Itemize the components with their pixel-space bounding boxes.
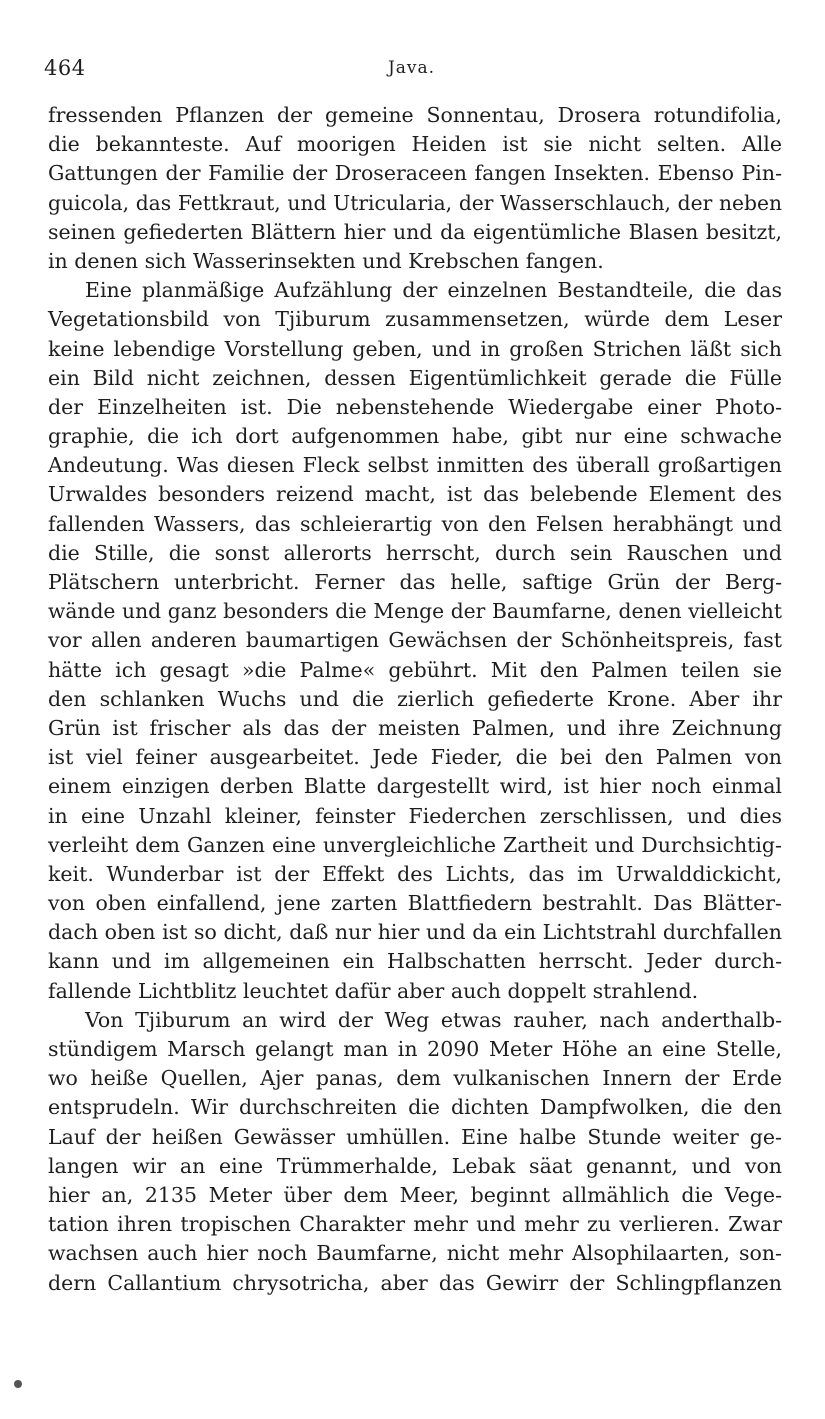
text-line: die Stille, die sonst allerorts herrscht, durch sein Rauschen und xyxy=(48,540,782,565)
text-line: in denen sich Wasserinsekten und Krebschen fangen. xyxy=(48,248,604,273)
text-line: fressenden Pflanzen der gemeine Sonnentau, Drosera rotundifolia, xyxy=(48,103,782,127)
text-line: Grün ist frischer als das der meisten Palmen, und ihre Zeichnung xyxy=(48,715,782,740)
text-line: Lauf der heißen Gewässer umhüllen. Eine halbe Stunde weiter ge- xyxy=(48,1124,782,1149)
text-line: fallende Lichtblitz leuchtet dafür aber auch doppelt strahlend. xyxy=(48,978,699,1003)
text-line: hier an, 2135 Meter über dem Meer, beginnt allmählich die Vege- xyxy=(48,1182,782,1207)
text-line: dern Callantium chrysotricha, aber das Gewirr der Schlingpflanzen xyxy=(48,1270,782,1295)
text-line: Vegetationsbild von Tjiburum zusammensetzen, würde dem Leser xyxy=(48,307,782,332)
running-head: Java. xyxy=(387,58,436,78)
text-line: langen wir an eine Trümmerhalde, Lebak säat genannt, und von xyxy=(48,1153,782,1178)
text-line: keit. Wunderbar ist der Effekt des Lichts, das im Urwalddickicht, xyxy=(48,861,782,886)
text-line: den schlanken Wuchs und die zierlich gefiederte Krone. Aber ihr xyxy=(48,686,782,711)
text-line: fallenden Wassers, das schleierartig von den Felsen herabhängt und xyxy=(48,511,782,536)
text-line: wo heiße Quellen, Ajer panas, dem vulkanischen Innern der Erde xyxy=(48,1066,782,1091)
text-line: ist viel feiner ausgearbeitet. Jede Fieder, die bei den Palmen von xyxy=(48,745,782,770)
text-line: Eine planmäßige Aufzählung der einzelnen Bestandteile, die das xyxy=(85,278,782,303)
text-line: vor allen anderen baumartigen Gewächsen der Schönheitspreis, fast xyxy=(48,628,782,653)
text-line: dach oben ist so dicht, daß nur hier und da ein Lichtstrahl durchfallen xyxy=(48,920,782,945)
text-line: verleiht dem Ganzen eine unvergleichliche Zartheit und Durchsichtig- xyxy=(48,832,782,857)
text-line: stündigem Marsch gelangt man in 2090 Meter Höhe an eine Stelle, xyxy=(48,1037,782,1061)
text-line: von oben einfallend, jene zarten Blattfiedern bestrahlt. Das Blätter- xyxy=(48,891,782,916)
text-line: wachsen auch hier noch Baumfarne, nicht mehr Alsophilaarten, son- xyxy=(48,1241,782,1266)
text-line: der Einzelheiten ist. Die nebenstehende Wiedergabe einer Photo- xyxy=(48,394,782,419)
text-line: in eine Unzahl kleiner, feinster Fiederchen zerschlissen, und dies xyxy=(48,803,782,828)
text-line: wände und ganz besonders die Menge der Baumfarne, denen vielleicht xyxy=(48,599,782,624)
text-line: hätte ich gesagt »die Palme« gebührt. Mit den Palmen teilen sie xyxy=(48,657,782,682)
text-line: keine lebendige Vorstellung geben, und in großen Strichen läßt sich xyxy=(48,336,782,361)
text-line: guicola, das Fettkraut, und Utricularia, der Wasserschlauch, der neben xyxy=(48,190,782,215)
text-line: seinen gefiederten Blättern hier und da eigentümliche Blasen besitzt, xyxy=(48,219,782,244)
text-line: Von Tjiburum an wird der Weg etwas rauher, nach anderthalb- xyxy=(85,1007,782,1032)
text-line: die bekannteste. Auf moorigen Heiden ist sie nicht selten. Alle xyxy=(48,132,782,157)
text-line: Gattungen der Familie der Droseraceen fangen Insekten. Ebenso Pin- xyxy=(48,161,782,186)
page-header xyxy=(44,56,779,86)
text-line: Andeutung. Was diesen Fleck selbst inmitten des überall großartigen xyxy=(48,453,782,478)
text-line: entsprudeln. Wir durchschreiten die dichten Dampfwolken, die den xyxy=(48,1095,782,1120)
text-line: ein Bild nicht zeichnen, dessen Eigentümlichkeit gerade die Fülle xyxy=(48,365,782,390)
text-line: kann und im allgemeinen ein Halbschatten herrscht. Jeder durch- xyxy=(48,949,782,974)
text-line: tation ihren tropischen Charakter mehr und mehr zu verlieren. Zwar xyxy=(48,1212,782,1237)
page-number: 464 xyxy=(44,56,86,80)
text-line: Urwaldes besonders reizend macht, ist das belebende Element des xyxy=(48,482,782,507)
ink-speck xyxy=(14,1380,22,1388)
text-line: graphie, die ich dort aufgenommen habe, gibt nur eine schwache xyxy=(48,424,782,449)
text-line: Plätschern unterbricht. Ferner das helle, saftige Grün der Berg- xyxy=(48,570,782,594)
body-text xyxy=(48,101,782,1298)
text-line: einem einzigen derben Blatte dargestellt wird, ist hier noch einmal xyxy=(48,774,782,799)
